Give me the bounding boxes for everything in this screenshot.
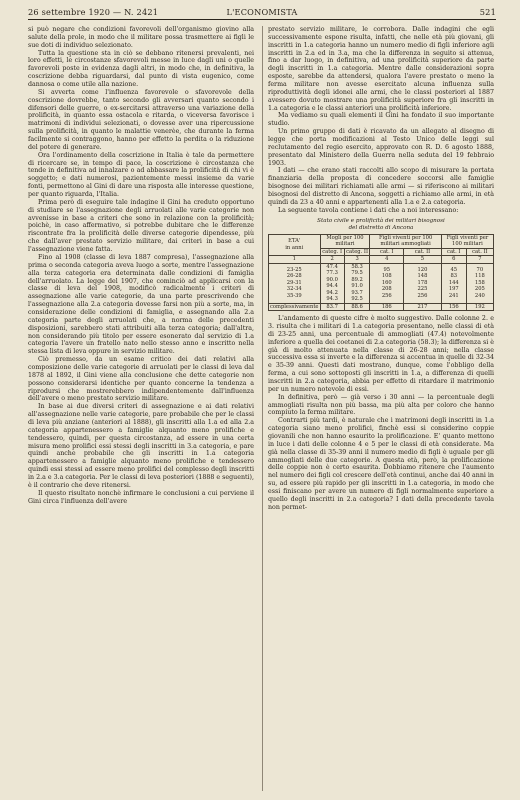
subheader: cat. I: [370, 248, 404, 256]
paragraph: Tutta la questione sta in ciò se debbano ritenersi prevalenti, nei loro effetti, le circostanze sfavorevoli messe in luce dagli uni o quelle favorevoli poste in evidenza dagli altri, in modo che, in definitiva, la coscrizione debba riguardarsi, dal punto di vista eugenico, come dannosa o come utile alla nazione.: [28, 49, 254, 89]
column-number: 3: [344, 256, 370, 264]
paragraph: Fino al 1908 (classe di leva 1887 compresa), l'assegnazione alla prima o seconda categoria aveva luogo a sorte, mentre l'assegnazione alla terza categoria era determinata dalle condizioni di famiglia dell'arruolato. La legge del 1907, che cominciò ad applicarsi con la classe di leva del 1908, modificò radicalmente i criteri di assegnazione alle varie categorie, da una parte prescrivendo che l'assegnazione alla 2.a categoria dovesse farsi non più a sorte, ma, in considerazione delle condizioni di famiglia, e assegnando alla 2.a categoria parte degli arruolati che, a norma delle precedenti disposizioni, sarebbero stati attribuiti alla terza categoria; dall'altra, non considerando più titolo per essere esonerato dal servizio di 1.a categoria l'avere un fratello nato nello stesso anno e inscritto nella stessa lista di leva oppure in servizio militare.: [28, 253, 254, 356]
paragraph: In base ai due diversi criteri di assegnazione e ai dati relativi all'assegnazione nelle varie categorie, pare probabile che per le classi di leva più anziane (anteriori al 1888), gli inscritti alla 1.a ed alla 2.a categoria appartenessero a famiglie alquanto meno prolifiche e tendessero, quindi, per questa circostanza, ad essere in una certa misura meno prolifici essi stessi degli inscritti in 3.a categoria, e pare quindi anche probabile che gli inscritti in 1.a categoria appartenessero a famiglie alquanto meno prolifiche e tendessero quindi essi stessi ad essere meno prolifici del complesso degli inscritti in 2.a e 3.a categoria. Per le classi di leva posteriori (1888 e seguenti), è il contrario che deve ritenersi.: [28, 403, 254, 489]
paragraph: In definitiva, però — già verso i 30 anni — la percentuale degli ammogliati risulta non più bassa, ma più alta per coloro che hanno compiuto la ferma militare.: [268, 393, 494, 417]
column-divider: [262, 26, 263, 791]
paragraph: prestato servizio militare, le corrobora. Dalle indagini che egli successivamente espone risulta, infatti, che nelle età più giovani, gli inscritti in 1.a categoria hanno un numero medio di figli inferiore agli inscritti in 2.a ed in 3.a, ma che la differenza in seguito si attenua, fino a dar luogo, in definitiva, ad una prolificità superiore da parte degli inscritti in 1.a categoria. Mentre dalle considerazioni sopra esposte, sarebbe da attendersi, qualora l'avere prestato o meno la ferma militare non avesse esercitato alcuna influenza sulla riproduttività degli idonei alle armi, che le classi posteriori al 1887 avessero dovuto mostrare una prolificità superiore fra gli inscritti in 1.a categoria e le classi anteriori una prolificità inferiore.: [268, 26, 494, 112]
subheader: cat. II: [404, 248, 442, 256]
table-caption: [268, 218, 494, 232]
header-figli-militari: Figli viventi per 100 militari: [441, 234, 493, 248]
total-value: 192: [466, 303, 493, 311]
column-number: 1: [269, 256, 321, 264]
table-data-row: [269, 263, 494, 303]
column-number: 7: [466, 256, 493, 264]
running-header: [28, 6, 496, 20]
page-number: 521: [479, 7, 496, 17]
paragraph: Un primo gruppo di dati è ricavato da un allegato al disegno di legge che porta modificazioni al Testo Unico delle leggi sul reclutamento del regio esercito, approvato con R. D. 6 agosto 1888, presentato dal Ministero della Guerra nella seduta del 19 febbraio 1903.: [268, 128, 494, 167]
values: 58.3 79.5 89.2 91.0 93.7: [351, 263, 363, 296]
total-value: 156: [441, 303, 466, 311]
column-number: 5: [404, 256, 442, 264]
total-label: complessivamente: [270, 303, 319, 310]
header-figli-ammogliati: Figli viventi per 100 militari ammogliati: [370, 234, 441, 248]
table-caption-line1: Stato civile e prolificità dei militari bisognosi: [317, 217, 445, 224]
cell-figli-amm-cat2: 120 148 178 225 256: [404, 263, 442, 303]
left-column: [28, 26, 254, 505]
total-value: 88.6: [344, 303, 370, 311]
right-column: [268, 26, 494, 512]
paragraph: si può negare che condizioni favorevoli dell'organismo giovino alla salute della prole, in modo che il militare possa trasmettere ai figli le sue doti di individuo selezionato.: [28, 26, 254, 49]
journal-title: L'ECONOMISTA: [226, 7, 298, 17]
paragraph: La seguente tavola contiene i dati che a noi interessano:: [278, 206, 459, 214]
merged-value: 92.5: [351, 296, 363, 303]
cell-figli-mil-cat2: 70 118 158 205 240: [466, 263, 493, 303]
cell-mogli-cat2: [344, 263, 370, 303]
subheader: cat. I: [441, 248, 466, 256]
paragraph: I dati — che erano stati raccolti allo scopo di misurare la portata finanziaria della proposta di concedere soccorsi alle famiglie bisognose dei militari richiamati alle armi — si riferiscono ai militari bisognosi del distretto di Ancona, soggetti a richiamo alle armi, in età quindi da 23 a 40 anni e appartenenti alla 1.a e 2.a categoria.: [268, 167, 494, 206]
header-eta-label: ETA': [288, 238, 301, 245]
header-in-anni-label: in anni: [285, 244, 304, 251]
header-mogli: Mogli per 100 militari: [320, 234, 370, 248]
paragraph: Contrarti più tardi, è naturale che i matrimoni degli inscritti in 1.a categoria siano meno prolifici, finchè essi si considerino coppie giovanili che non hanno esaurito la prolificazione. E' quanto mettono in luce i dati delle colonne 4 e 5 per le classi di età considerate. Ma già nella classe di 35-39 anni il numero medio di figli è uguale per gli ammogliati delle due categorie. A questa età, però, la prolificazione delle coppie non è certo esaurita. Dobbiamo ritenere che l'aumento nel numero dei figli col crescere dell'età continui, anche dai 40 anni in su, ad essere più rapido per gli inscritti in 1.a categoria, in modo che essi finiscano per avere un numero di figli normalmente superiore a quello degli inscritti in 2.a categoria? I dati della precedente tavola non permet-: [268, 417, 494, 511]
subheader: categ. I: [320, 248, 344, 256]
date-issue: 26 settembre 1920 — N. 2421: [28, 7, 159, 17]
paragraph: Si avverta come l'influenza favorevole o sfavorevole della coscrizione dovrebbe, tanto secondo gli avversari quanto secondo i difensori delle guerre, o ex-sercitarsi attraverso una variazione della prolificità, in quanto essa ostacola e ritarda, o viceversa favorisce i matrimoni di individui selezionati, o dovesse aver una ripercussione sulla prolificità, in quanto le malattie venerèe, che durante la ferma facilmente si contraggono, hanno per effetto la perdita o la riduzione del potere di generare.: [28, 88, 254, 151]
paragraph: L'andamento di queste cifre è molto suggestivo. Dalle colonne 2. e 3. risulta che i militari di 1.a categoria presentano, nelle classi di età di 23-25 anni, una percentuale di ammogliati (47.4) notevolmente inferiore a quella dei coetanei di 2.a categoria (58.3); la differenza si è già di molto attenuata nella classe di 26-28 anni; nella classe successiva essa si inverte e la differenza si accentua in quelle di 32-34 e 35-39 anni. Questi dati mostrano, dunque, come l'obbligo della ferma, a cui sono sottoposti gli inscritti in 1.a, a differenza di quelli inscritti in 2.a categoria, abbia per effetto di ritardare il matrimonio per un numero notevole di essi.: [268, 315, 494, 393]
cell-figli-amm-cat1: 95 108 160 208 256: [370, 263, 404, 303]
paragraph: Ora l'ordinamento della coscrizione in Italia è tale da permettere di ricercare se, in tempo di pace, la coscrizione è circostanza che tende in definitiva ad innalzare o ad abbassare la prolificità di chi vi è soggetto; e dati numerosi, pazientemente messi insieme da varie fonti, permettono al Gini di dare una risposta alle interesse questione, per quanto riguarda, l'Italia.: [28, 151, 254, 199]
cell-age-groups: 23-25 26-28 29-31 32-34 35-39: [269, 263, 321, 303]
column-number: 2: [320, 256, 344, 264]
column-number: 6: [441, 256, 466, 264]
paragraph: Prima però di eseguire tale indagine il Gini ha creduto opportuno di studiare se l'assegnazione degli arruolati alle varie categorie non avvenisse in base a criteri che sono in relazione con la prolificità; poichè, in caso affermativo, si potrebbe dubitare che le differenze riscontrate fra la prolificità delle diverse categorie dipendesse, più che dall'aver prestato servizio militare, dai criteri in base a cui l'assegnazione viene fatta.: [28, 198, 254, 254]
table-header-row: [269, 234, 494, 248]
statistics-table: [268, 234, 494, 312]
paragraph: Ciò premesso, da un esame critico dei dati relativi alla composizione delle varie categorie di arruolati per le classi di leva dal 1878 al 1892, il Gini viene alla conclusione che dette categorie non possono considerarsi identiche per quanto concerne la tendenza a riprodursi che mostrerebbero indipendentemente dall'influenza dell'avere o meno prestato servizio militare.: [28, 356, 254, 403]
cell-mogli-cat1: [320, 263, 344, 303]
subheader: cat. II: [466, 248, 493, 256]
paragraph: Ma vediamo su quali elementi il Gini ha fondato il suo importante studio.: [268, 112, 494, 128]
total-value: 186: [370, 303, 404, 311]
column-number: 4: [370, 256, 404, 264]
total-value: 217: [404, 303, 442, 311]
merged-value: 94.3: [326, 296, 338, 303]
values: 47.4 77.3 90.0 94.4 94.2: [326, 263, 338, 296]
header-eta: [269, 234, 321, 256]
table-total-row: [269, 303, 494, 311]
cell-figli-mil-cat1: 45 83 144 197 241: [441, 263, 466, 303]
paragraph: Il questo risultato nonchè infirmare le conclusioni a cui perviene il Gini circa l'influenza dell'avere: [28, 489, 254, 505]
total-value: 83.7: [320, 303, 344, 311]
header-rule: [28, 19, 496, 20]
subheader: categ. II: [346, 248, 369, 255]
column-number-row: [269, 256, 494, 264]
table-caption-line2: del distretto di Ancona: [348, 224, 414, 231]
